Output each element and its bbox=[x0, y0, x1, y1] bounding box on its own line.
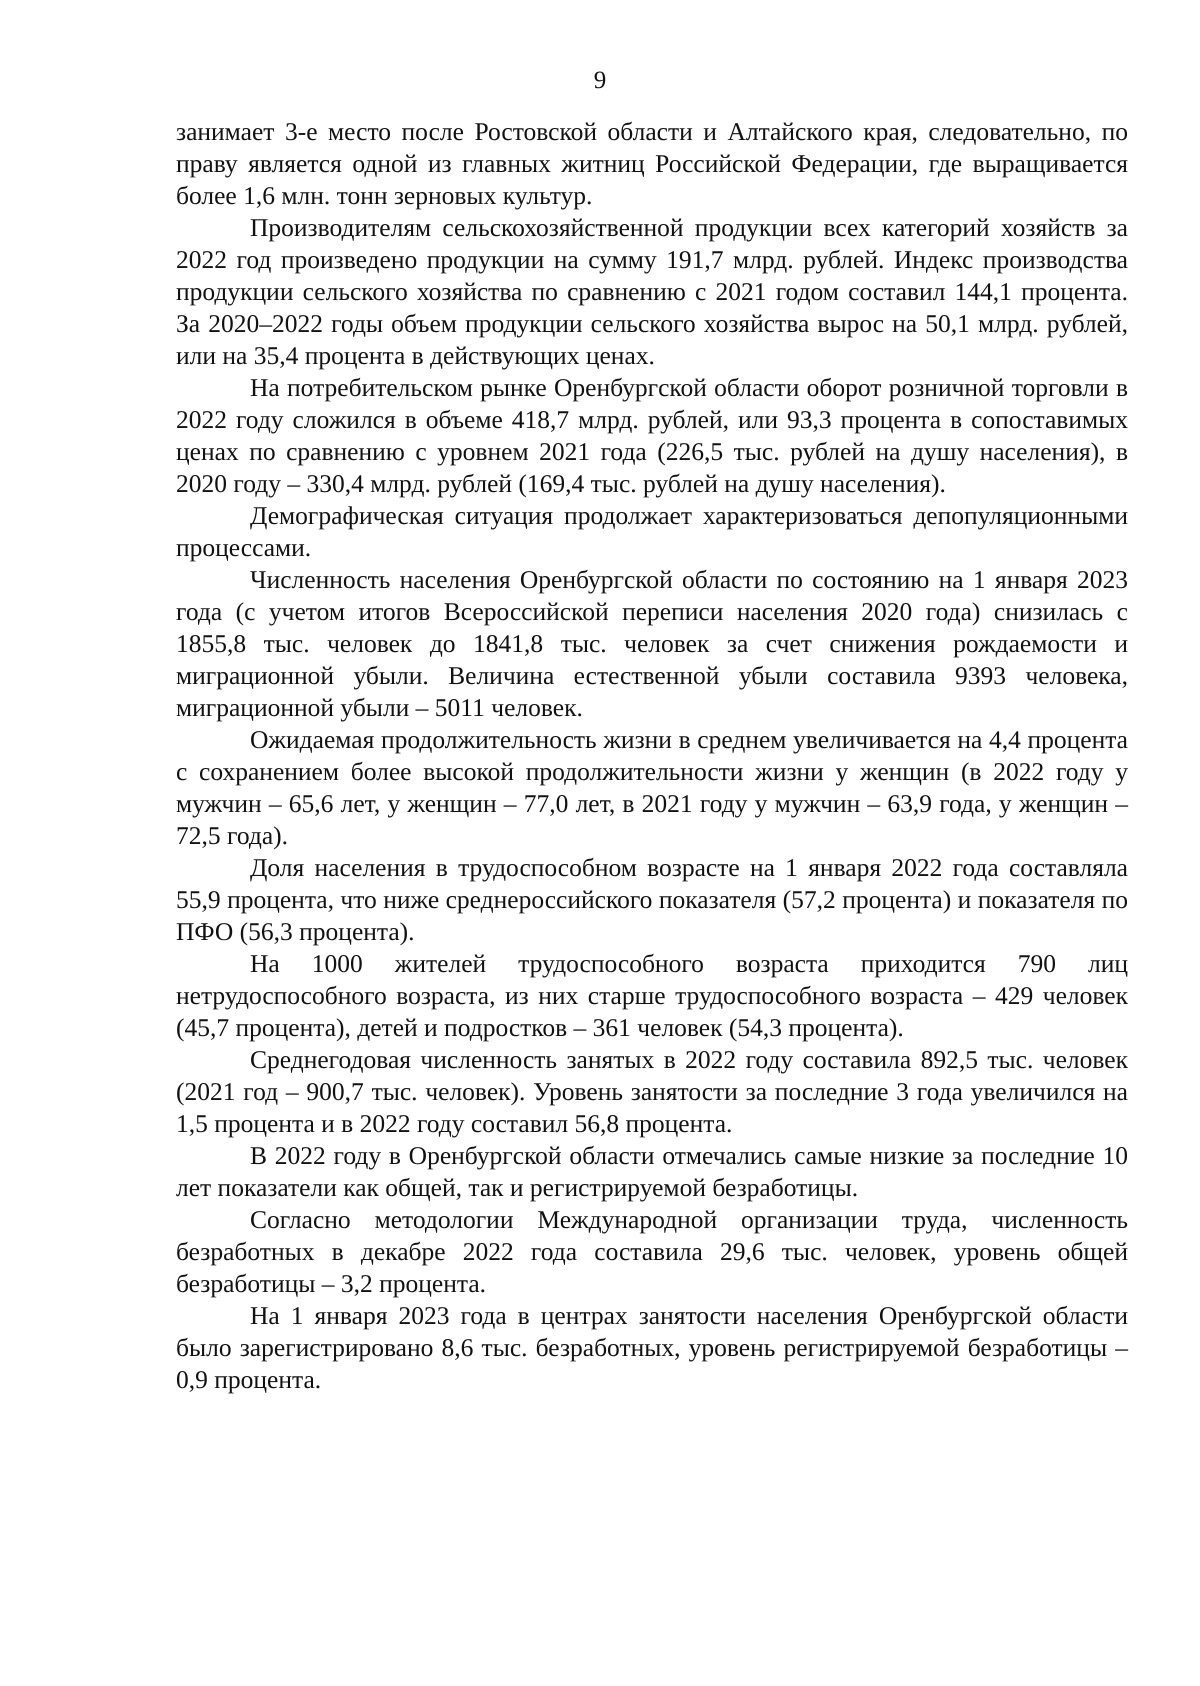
paragraph-retail-trade: На потребительском рынке Оренбургской области оборот розничной торговли в 2022 году сложился в объеме 418,7 млрд. рублей, или 93,3 процента в сопоставимых ценах по сравнению с уровнем 2021 года (226,5 тыс. рублей на душу населения), в 2020 году – 330,4 млрд. рублей (169,4 тыс. рублей на душу населения). bbox=[176, 373, 1128, 498]
paragraph-grain-production: занимает 3-е место после Ростовской области и Алтайского края, следовательно, по праву является одной из главных житниц Российской Федерации, где выращивается более 1,6 млн. тонн зерновых культур. bbox=[176, 117, 1128, 210]
paragraph-life-expectancy: Ожидаемая продолжительность жизни в среднем увеличивается на 4,4 процента с сохранением более высокой продолжительности жизни у женщин (в 2022 году у мужчин – 65,6 лет, у женщин – 77,0 лет, в 2021 году у мужчин – 63,9 года, у женщин – 72,5 года). bbox=[176, 725, 1128, 850]
paragraph-agricultural-output: Производителям сельскохозяйственной продукции всех категорий хозяйств за 2022 год произведено продукции на сумму 191,7 млрд. рублей. Индекс производства продукции сельского хозяйства по сравнению с 2021 годом составил 144,1 процента. За 2020–2022 годы объем продукции сельского хозяйства вырос на 50,1 млрд. рублей, или на 35,4 процента в действующих ценах. bbox=[176, 213, 1128, 370]
document-body bbox=[176, 116, 1128, 1396]
paragraph-population-size: Численность населения Оренбургской области по состоянию на 1 января 2023 года (с учетом итогов Всероссийской переписи населения 2020 года) снизилась с 1855,8 тыс. человек до 1841,8 тыс. человек за счет снижения рождаемости и миграционной убыли. Величина естественной убыли составила 9393 человека, миграционной убыли – 5011 человек. bbox=[176, 565, 1128, 722]
paragraph-working-age-share: Доля населения в трудоспособном возрасте на 1 января 2022 года составляла 55,9 процента, что ниже среднероссийского показателя (57,2 процента) и показателя по ПФО (56,3 процента). bbox=[176, 853, 1128, 946]
paragraph-ilo-unemployment: Согласно методологии Международной организации труда, численность безработных в декабре 2022 года составила 29,6 тыс. человек, уровень общей безработицы – 3,2 процента. bbox=[176, 1205, 1128, 1298]
paragraph-demographic-situation: Демографическая ситуация продолжает характеризоваться депопуляционными процессами. bbox=[176, 501, 1128, 562]
page-number: 9 bbox=[593, 67, 607, 94]
paragraph-registered-unemployment: На 1 января 2023 года в центрах занятости населения Оренбургской области было зарегистрировано 8,6 тыс. безработных, уровень регистрируемой безработицы – 0,9 процента. bbox=[176, 1301, 1128, 1394]
paragraph-unemployment-low: В 2022 году в Оренбургской области отмечались самые низкие за последние 10 лет показатели как общей, так и регистрируемой безработицы. bbox=[176, 1141, 1128, 1202]
paragraph-employment: Среднегодовая численность занятых в 2022 году составила 892,5 тыс. человек (2021 год – 900,7 тыс. человек). Уровень занятости за последние 3 года увеличился на 1,5 процента и в 2022 году составил 56,8 процента. bbox=[176, 1045, 1128, 1138]
paragraph-dependency-ratio: На 1000 жителей трудоспособного возраста приходится 790 лиц нетрудоспособного возраста, из них старше трудоспособного возраста – 429 человек (45,7 процента), детей и подростков – 361 человек (54,3 процента). bbox=[176, 949, 1128, 1042]
